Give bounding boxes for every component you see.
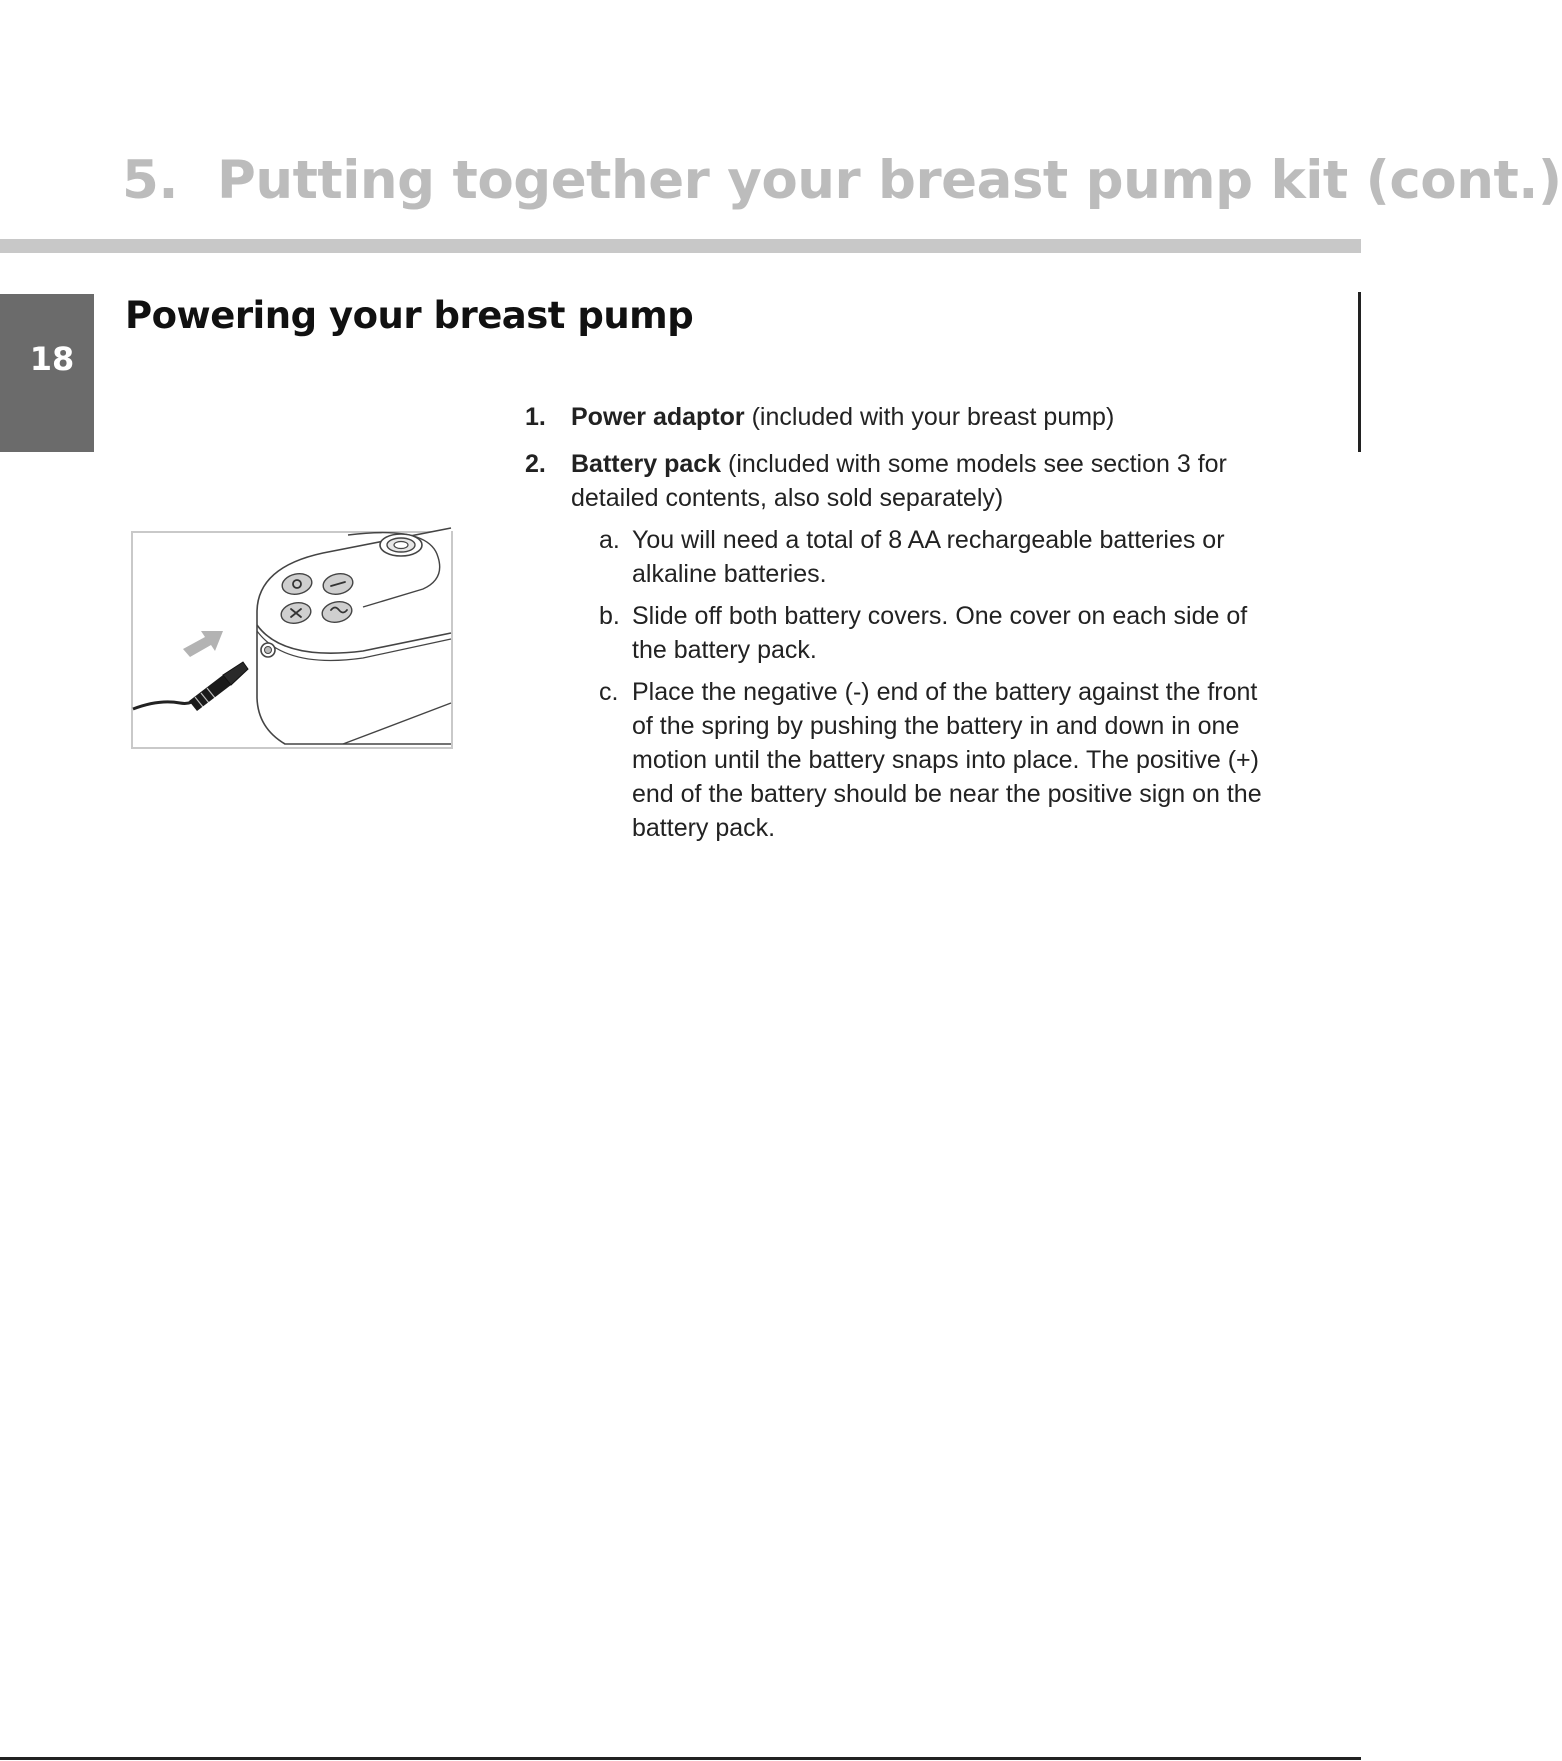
item-lead: Power adaptor [571,403,745,431]
insert-arrow-icon [183,631,223,657]
item-number: 1. [525,403,546,431]
sub-item [599,523,1265,591]
sub-item [599,675,1265,845]
item-lead: Battery pack [571,450,722,478]
item-text: (included with some models see section 3 for detailed contents, also sold separately) [571,450,1227,512]
sub-item-letter: b. [599,602,620,630]
page-number: 18 [29,340,75,378]
sub-item-letter: a. [599,526,620,554]
sub-item-text: Slide off both battery covers. One cover on each side of the battery pack. [632,602,1248,664]
item-text: (included with your breast pump) [744,403,1115,431]
edge-line [1358,292,1361,452]
sub-item [599,599,1265,667]
bottom-rule [0,1757,1361,1760]
power-adaptor-figure [131,531,453,749]
pump-body [257,528,451,744]
section-header [122,150,1562,211]
sub-item-text: Place the negative (-) end of the battery against the front of the spring by pushing the battery in and down in one motion until the battery snaps into place. The positive (+) end of the battery should be near the positive sign on the battery pack. [632,678,1262,842]
power-adaptor-plug-illustration [133,533,451,747]
sub-item-text: You will need a total of 8 AA rechargeable batteries or alkaline batteries. [632,526,1225,588]
page-title: Powering your breast pump [125,294,694,337]
list-item [525,447,1265,845]
item-number: 2. [525,450,546,478]
instructions [525,400,1265,858]
list-item [525,400,1265,434]
section-title: Putting together your breast pump kit (cont.) [217,150,1562,211]
section-number: 5. [122,150,179,211]
sub-list [571,523,1265,845]
power-button-center [394,542,408,549]
header-rule [0,239,1361,253]
power-socket-hole [265,647,272,654]
sub-item-letter: c. [599,678,619,706]
power-cable [133,698,197,709]
power-plug [189,675,231,711]
